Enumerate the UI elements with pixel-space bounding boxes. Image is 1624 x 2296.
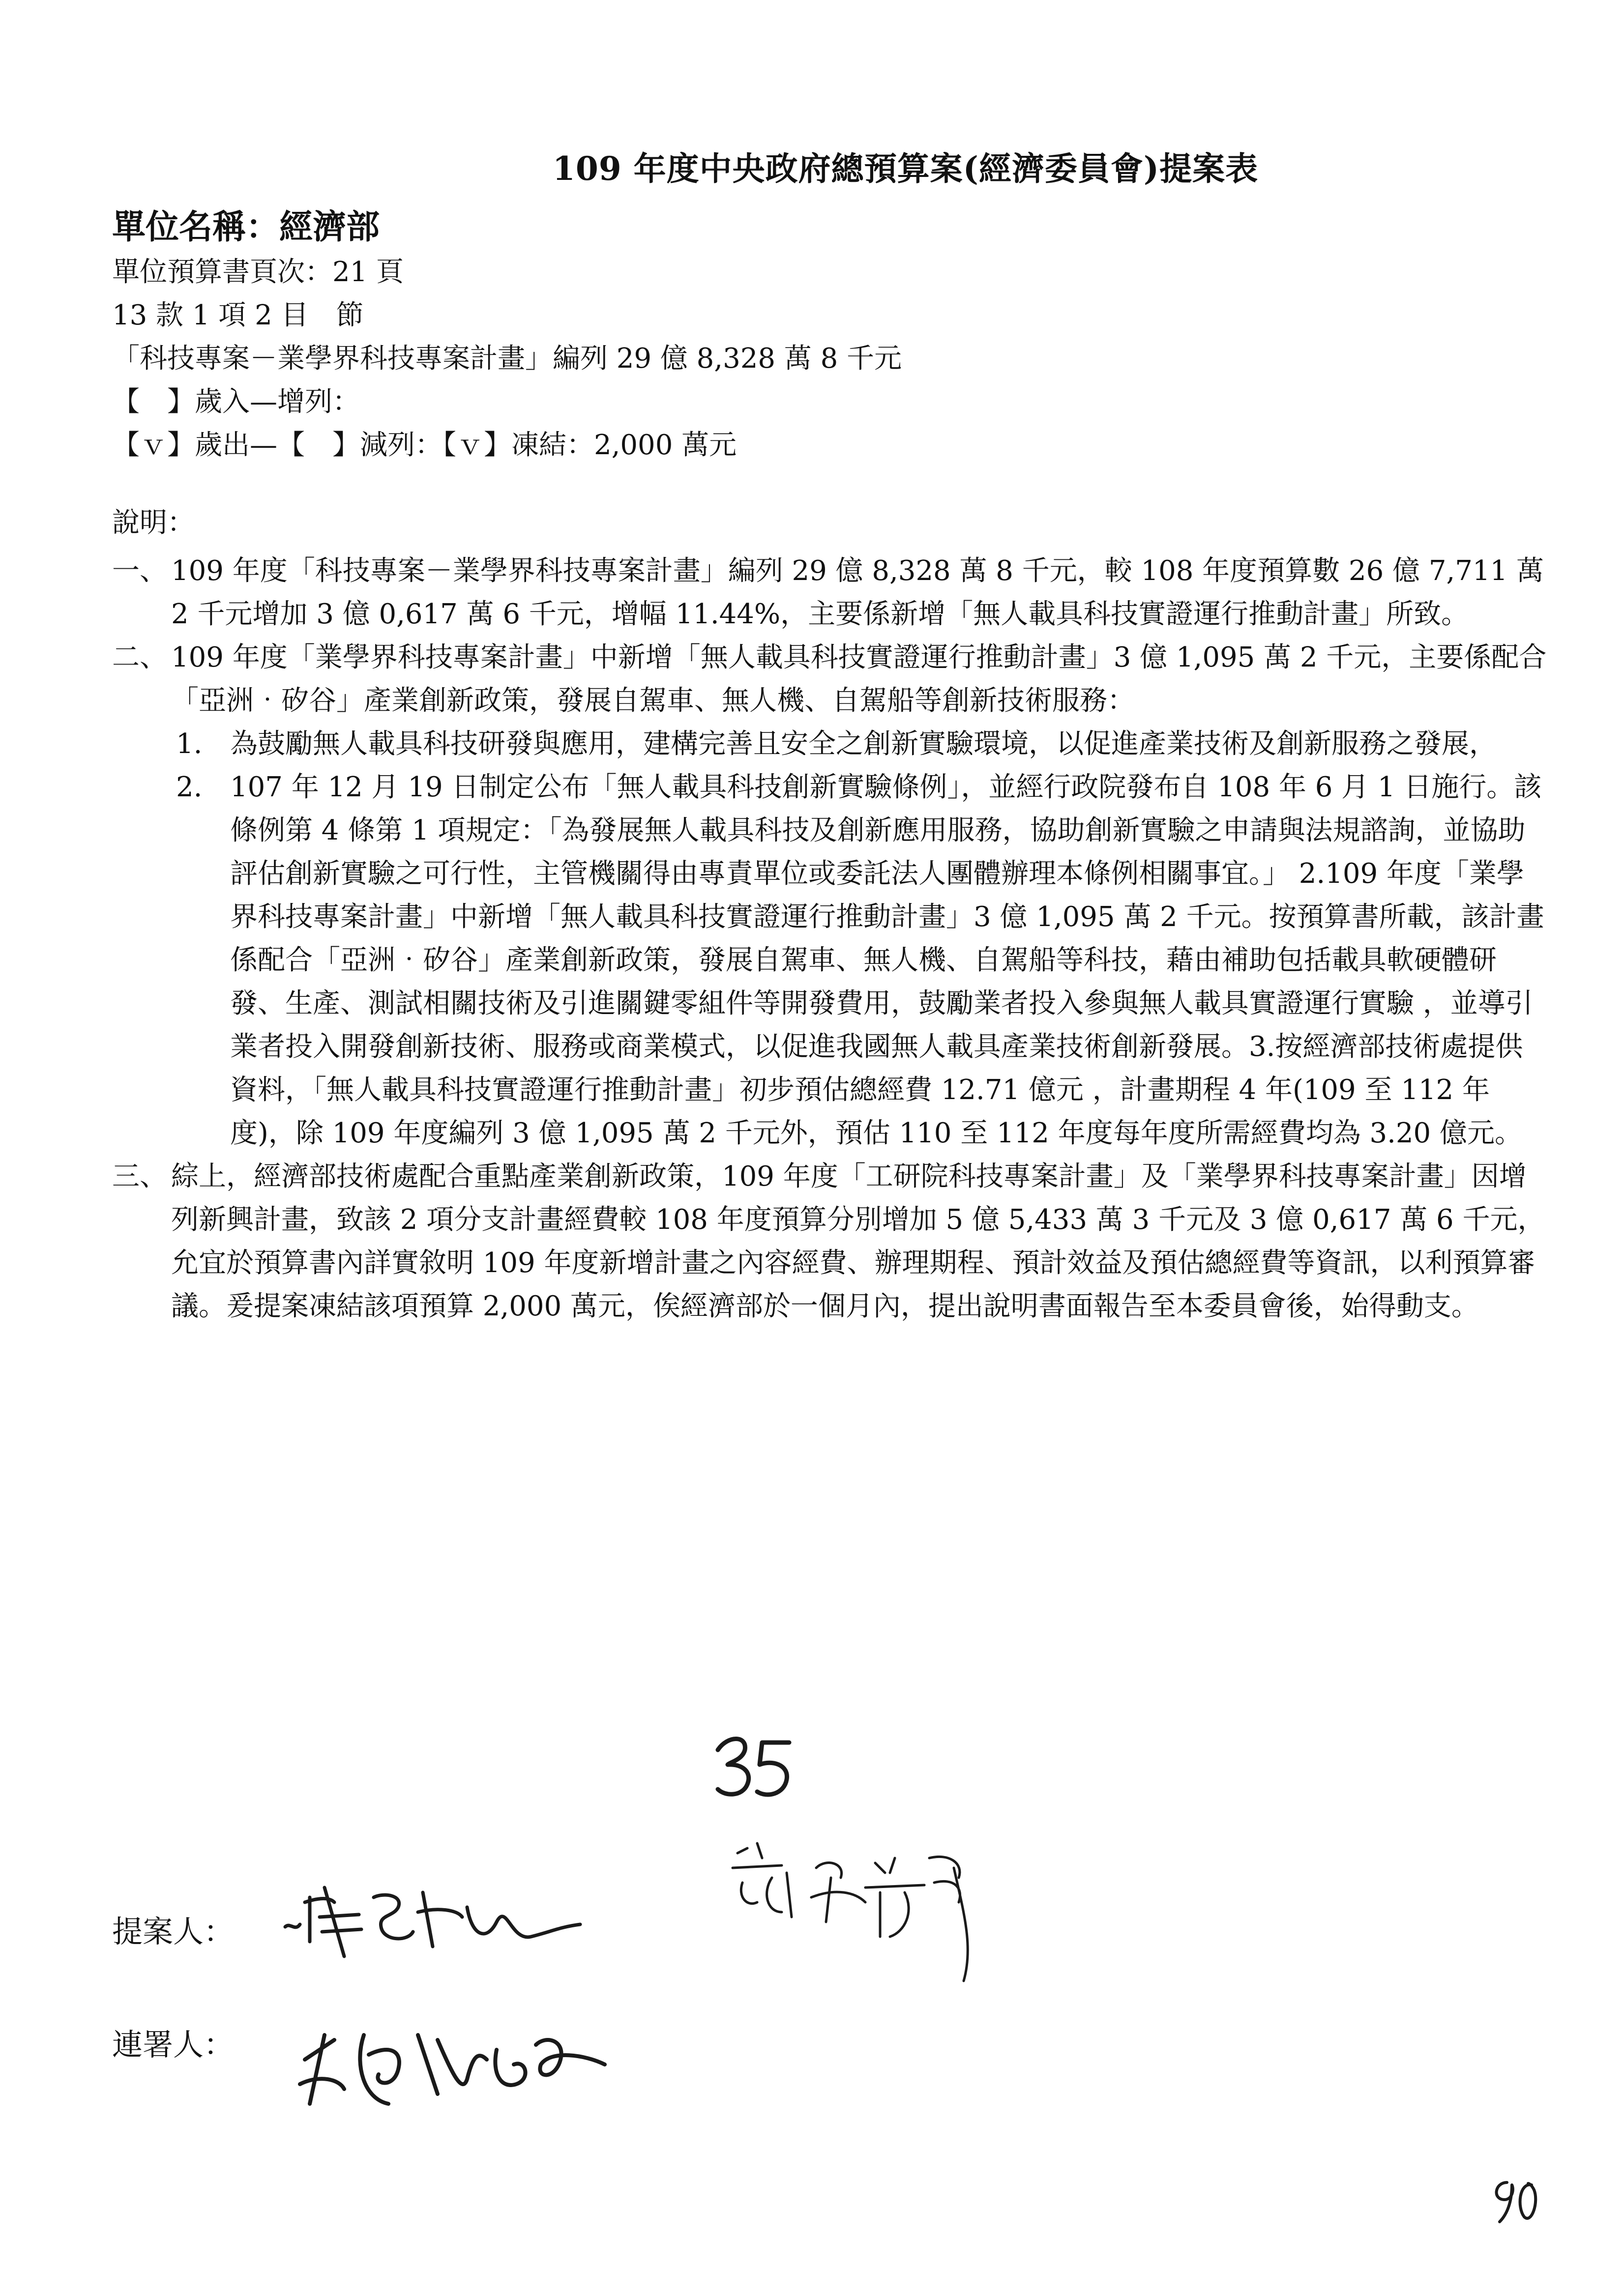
budget-meta bbox=[112, 251, 902, 467]
handwritten-page-number bbox=[1485, 2173, 1544, 2227]
sub-number: 2. bbox=[176, 771, 203, 803]
explain-item bbox=[112, 1155, 1548, 1328]
meta-line: 13 款 1 項 2 目 節 bbox=[112, 299, 364, 331]
document-title: 109 年度中央政府總預算案(經濟委員會)提案表 bbox=[552, 149, 1259, 188]
explain-label: 說明： bbox=[112, 507, 195, 539]
item-text: 綜上，經濟部技術處配合重點產業創新政策，109 年度「工研院科技專案計畫」及「業學界科技專案計畫」因增列新興計畫，致該 2 項分支計畫經費較 108 年度預算分別增加 5 億 5,433 萬 3 千元及 3 億 0,617 萬 6 千元，允宜於預算書內詳實敘明 109 年度新增計畫之內容經費、辦理期程、預計效益及預估總經費等資訊，以利預算審議。爰提案凍結該項預算 2,000 萬元，俟經濟部於一個月內，提出說明書面報告至本委員會後，始得動支。 bbox=[171, 1161, 1545, 1322]
explain-item bbox=[112, 550, 1548, 636]
proposer-label: 提案人： bbox=[112, 1914, 235, 1949]
proposer-signature-2 bbox=[718, 1838, 993, 1986]
meta-line: 【ｖ】歲出—【 】減列：【ｖ】凍結：2,000 萬元 bbox=[112, 429, 737, 461]
item-number: 二、 bbox=[112, 641, 167, 673]
sub-text: 為鼓勵無人載具科技研發與應用，建構完善且安全之創新實驗環境，以促進產業技術及創新服務之發展，107 年 12 月 19 日制定公布「無人載具科技創新實驗條例」，並經行政院發布自 108 年 6 月 1 日施行。該條例第 4 條第 1 項規定：「為發展無人載具科技及創新應用服務，協助創新實驗之申請與法規諮詢，並協助評估創新實驗之可行性，主管機關得由專責單位或委託法人團體辦理本條例相關事宜。」 2.109 年度「業學界科技專案計畫」中新增「無人載具科技實證運行推動計畫」3 億 1,095 萬 2 千元。按預算書所載，該計畫係配合「亞洲‧矽谷」產業創新政策，發展自駕車、無人機、自駕船等科技，藉由補助包括載具軟硬體研發、生產、測試相關技術及引進關鍵零組件等開發費用，鼓勵業者投入參與無人載具實證運行實驗 ，並導引業者投入開發創新技術、服務或商業模式，以促進我國無人載具產業技術創新發展。3.按經濟部技術處提供資料，「無人載具科技實證運行推動計畫」初步預估總經費 12.71 億元 ，計畫期程 4 年(109 至 112 年度)，除 109 年度編列 3 億 1,095 萬 2 千元外，預估 110 至 112 年度每年度所需經費均為 3.20 億元。 bbox=[230, 728, 1544, 1149]
item-text: 109 年度「科技專案－業學界科技專案計畫」編列 29 億 8,328 萬 8 千元，較 108 年度預算數 26 億 7,711 萬 2 千元增加 3 億 0,617 萬 6 千元，增幅 11.44%，主要係新增「無人載具科技實證運行推動計畫」所致。 bbox=[171, 555, 1544, 630]
handwritten-number-35 bbox=[708, 1730, 797, 1804]
meta-line: 【 】歲入—增列： bbox=[112, 386, 360, 418]
proposer-signature-1 bbox=[275, 1868, 590, 1966]
item-number: 三、 bbox=[112, 1161, 167, 1192]
meta-line: 「科技專案－業學界科技專案計畫」編列 29 億 8,328 萬 8 千元 bbox=[112, 343, 902, 375]
unit-name: 單位名稱：經濟部 bbox=[112, 207, 380, 247]
sub-item bbox=[112, 723, 1548, 1155]
explanation-section bbox=[112, 501, 1548, 1328]
cosigner-label: 連署人： bbox=[112, 2027, 235, 2063]
explain-item bbox=[112, 636, 1548, 723]
cosigner-signature bbox=[290, 2005, 624, 2123]
item-number: 一、 bbox=[112, 555, 167, 587]
sub-number: 1. bbox=[176, 728, 203, 760]
meta-line: 單位預算書頁次：21 頁 bbox=[112, 256, 404, 288]
item-text: 109 年度「業學界科技專案計畫」中新增「無人載具科技實證運行推動計畫」3 億 1,095 萬 2 千元，主要係配合「亞洲‧矽谷」產業創新政策，發展自駕車、無人機、自駕船等創新技術服務： bbox=[171, 641, 1547, 717]
